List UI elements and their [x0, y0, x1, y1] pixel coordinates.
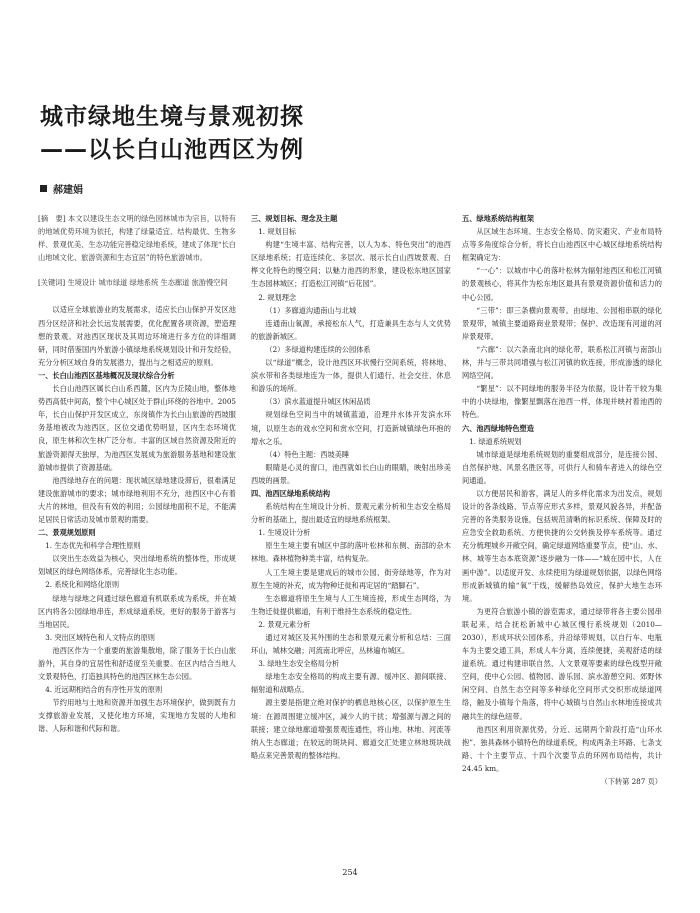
- author-name: 郝建娟: [53, 185, 83, 196]
- paragraph: 为更符合旅游小镇的游览需求，通过绿带将各主要公园串联起来，结合抚松新城中心城区慢行系统规划（2010—2030），形成环状公园体系，并沿绿带规划，以自行车、电瓶车为主要交通工具，形成人车分离，连续便捷，美观舒适的绿道系统。通过构建串联自然、人文景观等要素的绿色线型开敞空间，使中心公园、植物园、游乐园、滨水游憩空间、郊野休闲空间、自然生态空间等多种绿化空间形式交织形成绿道网络，触及小镇每个角落，将中心城镇与自然山水林地连接成共融共生的绿色纽带。: [462, 606, 662, 721]
- subsection-heading: 1. 生态优先和科学合理性原则: [45, 541, 141, 551]
- subsection-heading: 3. 绿地生态安全格局分析: [258, 659, 340, 669]
- section-heading: 二、景观规划原则: [38, 528, 96, 538]
- paragraph: 构建“生境丰富、结构完善，以人为本、特色突出”的池西区绿地系统；打造连续化、多层次、展示长白山西坡景观、白桦文化特色的慢空间；以魅力池西的形象，建设松东地区国家生态园林城区；打造松江河镇“后花园”。: [251, 240, 451, 289]
- paragraph: 从区域生态环境、生态安全格局、防灾避灾、产业布局特点等多角度综合分析，将长白山池西区中心城区绿地系统结构框架确定为：: [462, 227, 662, 263]
- paragraph: 人工生境主要是建成后的城市公园、街旁绿地等，作为对原生生境的补充，成为物种迁徙和再定居的“踏脚石”。: [251, 567, 451, 590]
- subsection-heading: 1. 生境设计分析: [258, 528, 311, 538]
- paragraph: 以方便居民和游客，满足人的多样化需求为出发点，规划设计的各条线路、节点等应形式多样，景观风貌各异，并配备完善的各类服务设施，包括规范清晰的标识系统、保障及时的应急安全救助系统、方便快捷的公交转换及停车系统等。通过充分梳理城乡开敞空间，确定绿道网络重要节点，使“山、水、林、城等生态本底资源”逐步融为一体——“城在园中长，人在画中游”。以适度开发、永续使用为绿道规划依据，以绿色网络形成新城镇的输“氧”干线，缓解热岛效应，保护大地生态环境。: [462, 488, 662, 603]
- column-3: [462, 212, 662, 788]
- column-2: [251, 212, 451, 762]
- paragraph: “六廊”：以六条南北向的绿化带，联系松江河镇与南部山林，并与三带共同增强与松江河镇的软连接，形成渗透的绿化网络空间。: [462, 344, 662, 381]
- paragraph: 系统结构在生境设计分析、景观元素分析和生态安全格局分析的基础上，提出最适宜的绿地系统框架。: [251, 502, 451, 525]
- paragraph: “三带”：即三条横向景观带。由绿地、公园相串联的绿化景观带，城镇主要道路商业景观带；保护、改造现有河道的河岸景观带。: [462, 305, 662, 341]
- column-1-body: [38, 303, 236, 735]
- subsection-heading: 2. 系统化和网络化原则: [45, 580, 120, 590]
- column-3-body: [462, 212, 662, 788]
- paragraph: （2）多绿道构建连续的公园体系: [265, 344, 371, 354]
- paragraph: 连通南山氧源，承接松东人气，打造兼具生态与人文优势的旅游新城区。: [251, 318, 451, 341]
- paragraph: 池西区利用资源优势，分近、远期两个阶段打造“山环水抱”、独具森林小镇特色的绿道系统，构成两条主环路、七条支路、十个主要节点、十四个次要节点的环网布局结构，共计 24.45 km。: [462, 724, 662, 773]
- section-heading: 五、绿地系统结构框架: [462, 214, 534, 223]
- paragraph: 节约用地与土地和资源并加强生态环境保护，做到既有力支撑旅游业发展，又使化地方环境，实现地方发展的人地和谐、人际和谐和代际和谐。: [38, 698, 236, 734]
- subsection-heading: 1. 规划目标: [258, 227, 297, 237]
- paragraph: 以突出生态效益为核心，突出绿地系统的整体性，形成规划城区的绿色网络体系，完善绿化生态功能。: [38, 554, 236, 577]
- paragraph: 池西区作为一个重要的旅游集散地，除了服务于长白山旅游外，其自身的宜居性和舒适度至关重要。在区内结合当地人文景观特色，打造独具特色的池西区林生态公园。: [38, 645, 236, 682]
- paragraph: 眼睛是心灵的窗口，池西就如长白山的眼睛，映射出珍美西坡的画景。: [251, 462, 451, 485]
- paragraph: “繁星”：以不同绿地的服务半径为依据，设计若干较为集中的小块绿地，像繁星飘落在池西一样，体现并映衬着池西的特色。: [462, 384, 662, 420]
- subsection-heading: 4. 近远期相结合的有序性开发的原则: [45, 685, 163, 695]
- subsection-heading: 1. 绿道系统规划: [469, 436, 522, 446]
- paragraph: 源主要是指建立绝对保护的栖息地核心区，以保护原生生境：在源周围建立缓冲区，减少人的干扰；增强源与源之间的联接；建立绿地廊道增强景观连通性，将山地、林地、河流等纳入生态廊道；在较远的斑块间、廊道交汇处建立林地斑块战略点来完善景观的整体结构。: [251, 698, 451, 760]
- paragraph: 生态廊道将原生生境与人工生境连接，形成生态网络，为生物迁徙提供廊道，有利于维持生态系统的稳定性。: [251, 593, 451, 616]
- continued-note: （下转第 287 页）: [600, 777, 662, 787]
- paragraph: 以“绿道”概念，设计池西区环状慢行空间系统，将林地、滨水带和各类绿地连为一体，提供人们通行、社会交往、休息和游乐的场所。: [251, 358, 451, 394]
- paragraph: 以适应全球旅游业的发展需求，适应长白山保护开发区池西分区经济和社会长远发展需要，优化配置各项资源，塑造理想的景观。对池西区现状及其周边环境进行多方位的详细调研，同时借鉴国内外旅游小镇绿地系统规划设计和开发经验，充分分析区域自身的发展潜力，提出与之相适应的原则。: [38, 305, 236, 367]
- paragraph: 规划绿色空间当中的城镇蓝道，沿理井水体开发滨水环境，以原生态的戏水空间和赏水空间，打造新城镇绿色环抱的增水之乐。: [251, 410, 451, 446]
- paragraph: 长白山池西区属长白山系西麓，区内为丘陵山地，整体地势西高低中间高，整个中心城区处于群山环绕的谷地中。2005年，长白山保护开发区成立，东岗镇作为长白山旅游的西坡服务基地被改为池西区，区位交通优势明显，区内生态环境优良，原生林和次生林广泛分布。丰富的区域自然资源及附近的旅游资源得天独厚，为池西区发展成为旅游服务基地和建设旅游城市提供了资源基础。: [38, 384, 236, 472]
- paragraph: 绿地生态安全格局的构成主要有源、缓冲区、源间联接、辐射道和战略点。: [251, 672, 451, 695]
- paragraph: 原生生境主要有城区中部的落叶松林和东侧、南部的杂木林地。森林植物种类丰富，结构复杂。: [251, 541, 451, 564]
- article-title-line2: ——以长白山池西区为例: [40, 137, 304, 163]
- subsection-heading: 3. 突出区域特色和人文特点的原则: [45, 632, 155, 642]
- paragraph: （4）特色主题：西坡美睡: [265, 449, 350, 459]
- keywords: [关键词] 生境设计 城市绿道 绿地系统 生态廊道 旅游慢空间: [38, 278, 228, 288]
- paragraph: “一心”：以城市中心的落叶松林为辐射池西区和松江河镇的景观核心，将其作为松东地区最具有景观资源价值和活力的中心公园。: [462, 266, 662, 302]
- paragraph: 池西绿地存在的问题：现状城区绿地建设滞后，很难满足建设旅游城市的要求；城市绿地利用不充分，池西区中心有着大片的林地，但没有有效的利用；公园绿地面积不足，不能满足居民日常活动及城市景观的需要。: [38, 475, 236, 524]
- column-2-body: [251, 212, 451, 762]
- section-heading: 四、池西区绿地系统结构: [251, 488, 331, 498]
- article-title-line1: 城市绿地生境与景观初探: [40, 104, 304, 130]
- paragraph: 通过对城区及其外围的生态和景观元素分析和总结：三面环山，城林交融；河流南北呼应，丛林遍布城区。: [251, 633, 451, 656]
- paragraph: 绿地与绿地之间通过绿色廊道有机联系成为系统，并在城区内将各公园绿地串连，形成绿道系统，更好的服务于游客与当地居民。: [38, 593, 236, 629]
- section-heading: 一、长白山池西区基地概况及现状综合分析: [38, 370, 175, 380]
- paragraph: （3）滨水蓝道提升城区休闲品质: [265, 397, 371, 407]
- column-1: [38, 212, 236, 736]
- section-heading: 三、规划目标、理念及主题: [251, 214, 338, 223]
- bullet-square-icon: [40, 185, 47, 192]
- author: [40, 181, 83, 196]
- paragraph: （1）多廊道沟通南山与北城: [265, 305, 357, 315]
- abstract: [摘 要] 本文以建设生态文明的绿色园林城市为宗旨，以特有的地域优势环境为依托，构建了绿量适宜、结构最优、生物多样、景观优美、生态功能完善稳定绿地系统，建成了体现“长白山地域文化、旅游资源和生态宜居”的特色旅游城市。: [38, 214, 236, 263]
- paragraph: 城市绿道是绿地系统规划的重要组成部分，是连接公园、自然保护地、风景名胜区等，可供行人和骑车者进入的绿色空间通道。: [462, 449, 662, 485]
- page-number: 254: [342, 868, 358, 877]
- subsection-heading: 2. 规划理念: [258, 292, 297, 302]
- subsection-heading: 2. 景观元素分析: [258, 619, 311, 629]
- section-heading: 六、池西绿地特色塑造: [462, 423, 534, 433]
